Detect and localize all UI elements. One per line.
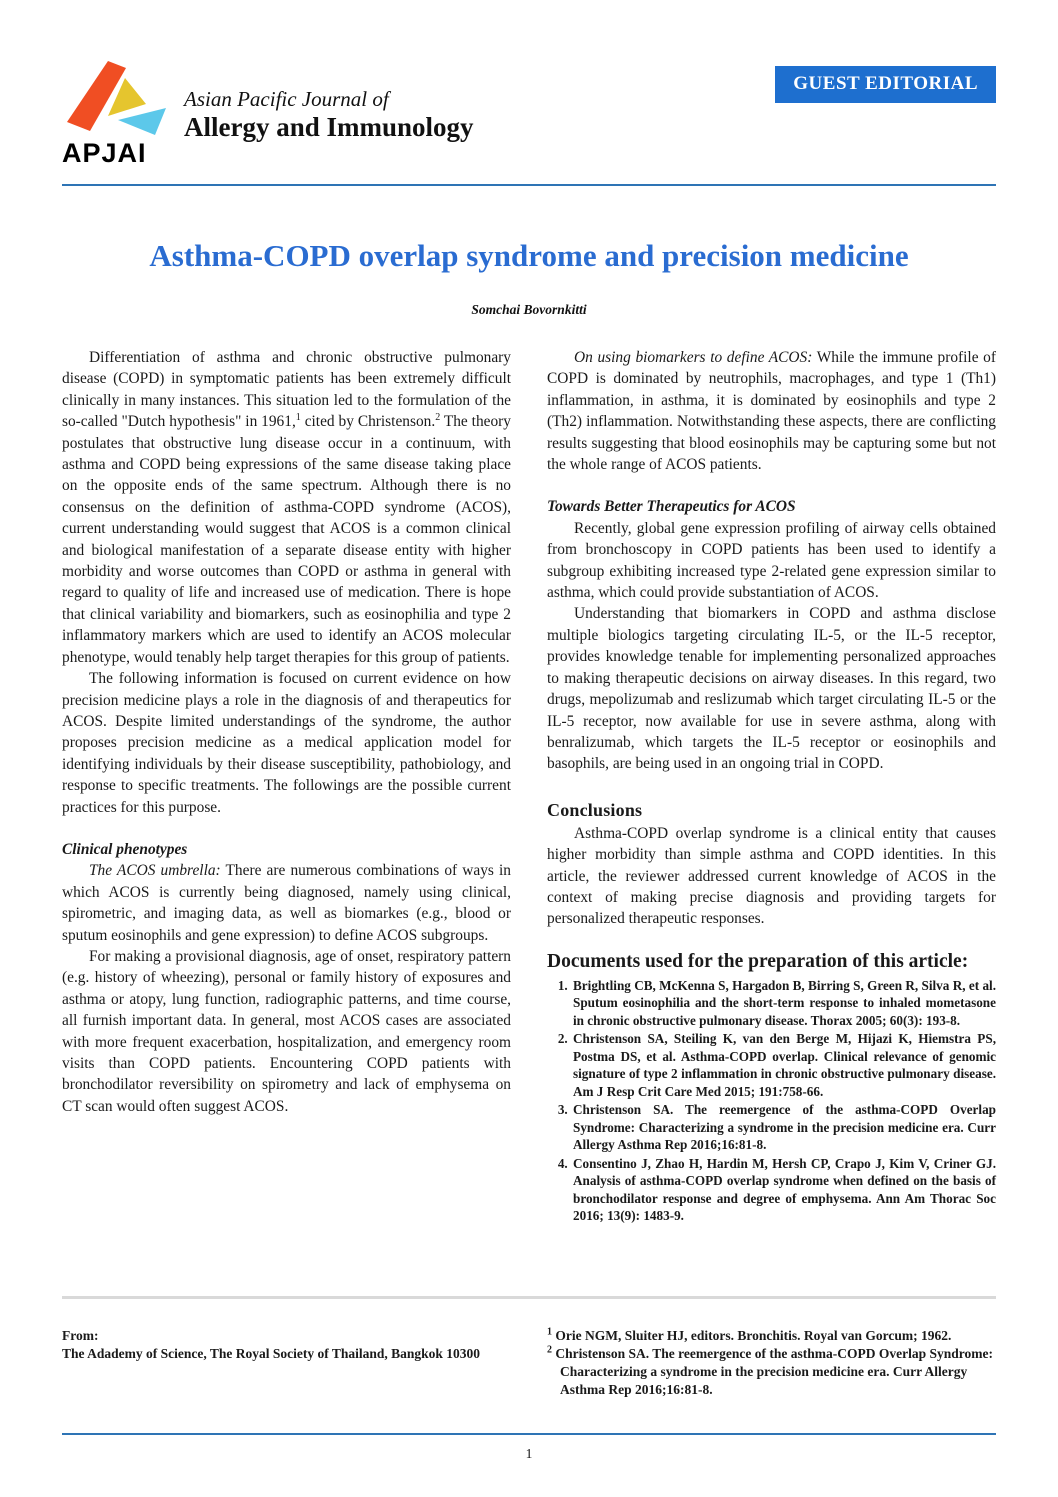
paragraph-conclusions: Asthma-COPD overlap syndrome is a clinical entity that causes higher morbidity than simple asthma and COPD identities. In this article, the reviewer addressed current knowledge of ACOS in the context of making precise diagnosis and providing targets for personalized therapeutic responses.	[547, 824, 996, 928]
page-header	[62, 58, 996, 167]
from-label: From:	[62, 1328, 99, 1343]
heading-clinical-phenotypes: Clinical phenotypes	[62, 840, 188, 858]
heading-towards-better-therapeutics: Towards Better Therapeutics for ACOS	[547, 498, 796, 516]
paragraph-text: While the immune profile of COPD is dominated by neutrophils, macrophages, and type 1 (Th1) inflammation, in asthma, it is dominated by eosinophils and type 2 (Th2) inflammation. Notwithstanding these aspects, there are conflicting results suggesting that blood eosinophils may be capturing some but not the whole range of ACOS patients.	[547, 349, 996, 474]
footer-divider	[62, 1296, 996, 1299]
paragraph-lead: On using biomarkers to define ACOS:	[574, 349, 813, 366]
paragraph-following-info: The following information is focused on current evidence on how precision medicine plays a role in the diagnosis of and therapeutics for ACOS. Despite limited understandings of the syndrome, the author proposes precision medicine as a medical application model for identifying individuals by their disease susceptibility, pathobiology, and response to specific treatments. The followings are the possible current practices for this purpose.	[62, 670, 511, 816]
apjai-logo	[62, 58, 174, 167]
left-column	[62, 347, 511, 1226]
affiliation-block	[62, 1327, 511, 1399]
author-name: Somchai Bovornkitti	[471, 302, 587, 317]
right-column	[547, 347, 996, 1226]
footnote	[547, 1327, 996, 1345]
affiliation-text: The Adademy of Science, The Royal Society of Thailand, Bangkok 10300	[62, 1346, 481, 1361]
footnote-text: Christenson SA. The reemergence of the asthma-COPD Overlap Syndrome: Characterizing a syndrome in the precision medicine era. Curr Allergy Asthma Rep 2016;16:81-8.	[555, 1346, 993, 1397]
journal-name-line1: Asian Pacific Journal of	[184, 87, 389, 111]
apjai-logo-icon	[62, 58, 174, 138]
footnote	[547, 1345, 996, 1399]
reference-item: 4. Consentino J, Zhao H, Hardin M, Hersh CP, Crapo J, Kim V, Criner GJ. Analysis of asthma-COPD overlap syndrome when defined on the basis of bronchodilator response and degree of emphysema. Ann Am Thorac Soc 2016; 13(9): 1483-9.	[571, 1155, 996, 1225]
reference-item: 3. Christenson SA. The reemergence of the asthma-COPD Overlap Syndrome: Characterizing a syndrome in the precision medicine era. Curr Allergy Asthma Rep 2016;16:81-8.	[571, 1101, 996, 1154]
paragraph-il5-drugs: Understanding that biomarkers in COPD and asthma disclose multiple biologics targeting circulating IL-5, or the IL-5 receptor, provides knowledge tenable for implementing personalized approaches to making therapeutic decisions on airway diseases. In this regard, two drugs, mepolizumab and reslizumab which target circulating IL-5 or the IL-5 receptor, now available for use in severe asthma, along with benralizumab, which targets the IL-5 receptor or eosinophils and basophils, are being used in an ongoing trial in COPD.	[547, 605, 996, 773]
logo-acronym: APJAI	[62, 138, 147, 168]
footnote-text: Orie NGM, Sluiter HJ, editors. Bronchitis. Royal van Gorcum; 1962.	[555, 1328, 952, 1343]
reference-item: 1. Brightling CB, McKenna S, Hargadon B, Birring S, Green R, Silva R, et al. Sputum eosinophilia and the short-term response to inhaled mometasone in chronic obstructive pulmonary disease. Thorax 2005; 60(3): 193-8.	[571, 977, 996, 1030]
reference-list	[547, 977, 996, 1225]
page-footer	[62, 1296, 996, 1399]
article-body	[62, 347, 996, 1226]
footnote-marker: 2	[547, 1344, 552, 1356]
paragraph-text: cited by Christenson.	[300, 413, 436, 431]
paragraph-acos-umbrella	[62, 860, 511, 946]
heading-conclusions: Conclusions	[547, 799, 643, 820]
paragraph-gene-expression: Recently, global gene expression profiling of airway cells obtained from bronchoscopy in COPD patients has been used to identify a subgroup exhibiting increased type 2-related gene expression similar to asthma, which could provide substantiation of ACOS.	[547, 519, 996, 602]
journal-brand	[62, 58, 474, 167]
bottom-divider	[62, 1433, 996, 1435]
paragraph-intro	[62, 347, 511, 668]
journal-name-line2: Allergy and Immunology	[184, 112, 474, 143]
heading-documents: Documents used for the preparation of this article:	[547, 950, 969, 972]
paragraph-biomarkers	[547, 347, 996, 475]
paragraph-text: There are numerous combinations of ways in which ACOS is currently being diagnosed, namely using clinical, spirometric, and imaging data, as well as biomarkes (e.g., blood or sputum eosinophils and gene expression) to define ACOS subgroups.	[62, 862, 512, 944]
paragraph-text: Differentiation of asthma and chronic obstructive pulmonary disease (COPD) in symptomatic patients has been extremely difficult clinically in many instances. This situation led to the formulation of the so-called "Dutch hypothesis" in 1961,	[62, 349, 511, 431]
reference-item: 2. Christenson SA, Steiling K, van den Berge M, Hijazi K, Hiemstra PS, Postma DS, et al. Asthma-COPD overlap. Clinical relevance of genomic signature of type 2 inflammation in chronic obstructive pulmonary disease. Am J Resp Crit Care Med 2015; 191:758-66.	[571, 1030, 996, 1100]
paragraph-text: The theory postulates that obstructive lung disease occur in a continuum, with asthma and COPD being expressions of the same disease taking place on the opposite ends of the same spectrum. Although there is no consensus on the definition of asthma-COPD syndrome (ACOS), current understanding would suggest that ACOS is a common clinical and biological manifestation of a separate disease entity with higher morbidity and worse outcomes than COPD or asthma in general with regard to quality of life and increased use of medication. There is hope that clinical variability and biomarkers, such as eosinophilia and type 2 inflammatory markers which are used to identify an ACOS molecular phenotype, would tenably help target therapies for this group of patients.	[62, 413, 511, 666]
page-number: 1	[525, 1446, 533, 1461]
page-title: Asthma-COPD overlap syndrome and precision medicine	[149, 238, 909, 273]
footnote-marker: 1	[547, 1326, 552, 1338]
guest-editorial-badge: GUEST EDITORIAL	[775, 66, 996, 103]
paragraph-provisional-diagnosis: For making a provisional diagnosis, age of onset, respiratory pattern (e.g. history of wheezing), personal or family history of exposures and asthma or atopy, lung function, radiographic patterns, and time course, all furnish important data. In general, most ACOS cases are associated with more frequent exacerbation, hospitalization, and emergency room visits than COPD patients. Encountering COPD patients with bronchodilator reversibility on spirometry and lack of emphysema on CT scan would often suggest ACOS.	[62, 947, 511, 1115]
citation-superscript: 1	[295, 412, 301, 424]
journal-name	[184, 88, 474, 143]
paragraph-lead: The ACOS umbrella:	[89, 862, 221, 880]
footnotes-block	[547, 1327, 996, 1399]
header-divider	[62, 184, 996, 186]
citation-superscript: 2	[435, 412, 441, 424]
